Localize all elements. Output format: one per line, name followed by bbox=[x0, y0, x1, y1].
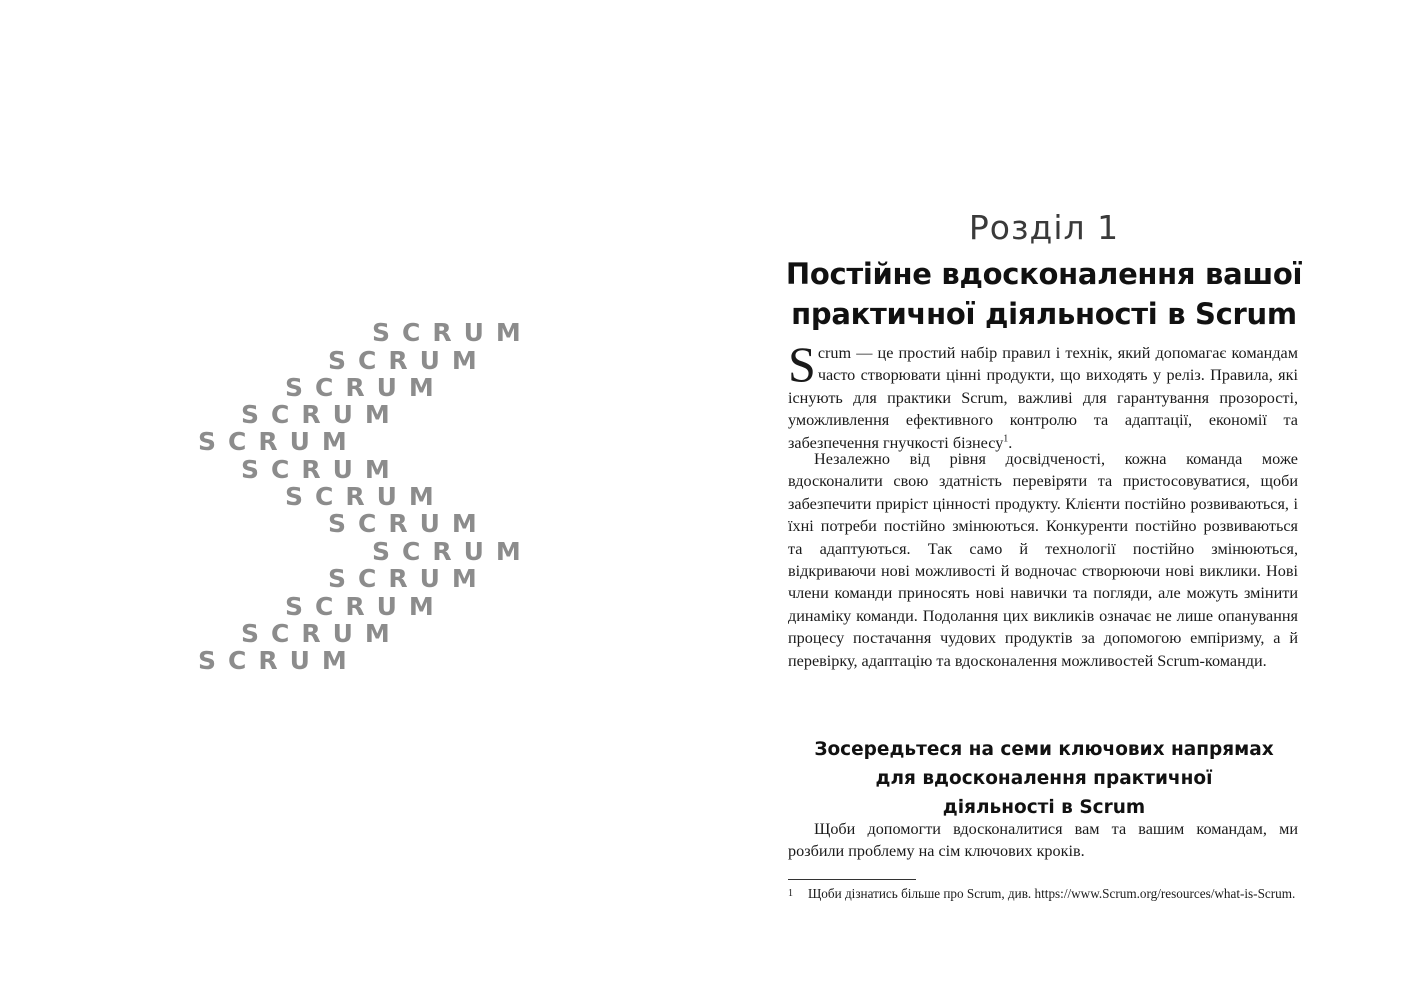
paragraph-end: . bbox=[1008, 433, 1013, 452]
scrum-word: SCRUM bbox=[198, 427, 359, 456]
scrum-word: SCRUM bbox=[198, 646, 359, 675]
paragraph-text: crum — це простий набір правил і технік, який допомагає командам часто створювати цінні продукти, що виходять у реліз. Правила, які існують для практики Scrum, важливі для гарантування прозорості, уможливлення ефективного контролю та адаптації, економії та забезпечення гнучкості бізнесу bbox=[788, 344, 1298, 452]
right-page bbox=[785, 0, 1303, 1000]
section-heading-line: діяльності в Scrum bbox=[942, 797, 1146, 818]
section-heading bbox=[788, 735, 1300, 822]
body-paragraph: Щоби допомогти вдосконалитися вам та вашим командам, ми розбили проблему на сім ключових кроків. bbox=[788, 820, 1298, 861]
footnote-reference[interactable]: 1 bbox=[1003, 433, 1009, 445]
scrum-word: SCRUM bbox=[372, 318, 533, 347]
scrum-word: SCRUM bbox=[285, 592, 446, 621]
scrum-word: SCRUM bbox=[285, 482, 446, 511]
footnote-text: Щоби дізнатись більше про Scrum, див. https://www.Scrum.org/resources/what-is-Scrum. bbox=[808, 886, 1296, 901]
scrum-word: SCRUM bbox=[328, 346, 489, 375]
scrum-word: SCRUM bbox=[328, 509, 489, 538]
scrum-word: SCRUM bbox=[241, 455, 402, 484]
section-heading-line: Зосередьтеся на семи ключових напрямах bbox=[814, 739, 1274, 760]
section-heading-line: для вдосконалення практичної bbox=[875, 768, 1213, 789]
chapter-title-line: Постійне вдосконалення вашої bbox=[785, 257, 1303, 291]
body-paragraph: Незалежно від рівня досвідченості, кожна команда може вдосконалити свою здатність перевіряти та пристосовуватися, щоби забезпечити приріст цінності продукту. Клієнти постійно розвиваються, і їхні потреби постійно змінюються. Конкуренти постійно розвиваються та адаптуються. Так само й технології постійно змінюються, відкриваючи нові можливості й водночас створюючи нові виклики. Нові члени команди приносять нові навички та погляди, але можуть змінити динаміку команди. Подолання цих викликів означає не лише опанування процесу постачання чудових продуктів за допомогою емпіризму, а й перевірку, адаптацію та вдосконалення можливостей Scrum-команди. bbox=[788, 450, 1298, 670]
scrum-word: SCRUM bbox=[241, 619, 402, 648]
scrum-word: SCRUM bbox=[372, 537, 533, 566]
scrum-word: SCRUM bbox=[241, 400, 402, 429]
chapter-title-line: практичної діяльності в Scrum bbox=[791, 297, 1297, 331]
intro-paragraph bbox=[788, 336, 1298, 454]
footnote bbox=[788, 884, 1298, 903]
footnote-number: 1 bbox=[788, 888, 793, 899]
scrum-chevron-graphic bbox=[0, 0, 700, 1000]
chapter-label: Розділ 1 bbox=[968, 208, 1120, 247]
scrum-word: SCRUM bbox=[285, 373, 446, 402]
drop-cap: S bbox=[788, 336, 816, 392]
chapter-title bbox=[782, 254, 1306, 334]
footnote-divider bbox=[788, 879, 916, 880]
scrum-word: SCRUM bbox=[328, 564, 489, 593]
